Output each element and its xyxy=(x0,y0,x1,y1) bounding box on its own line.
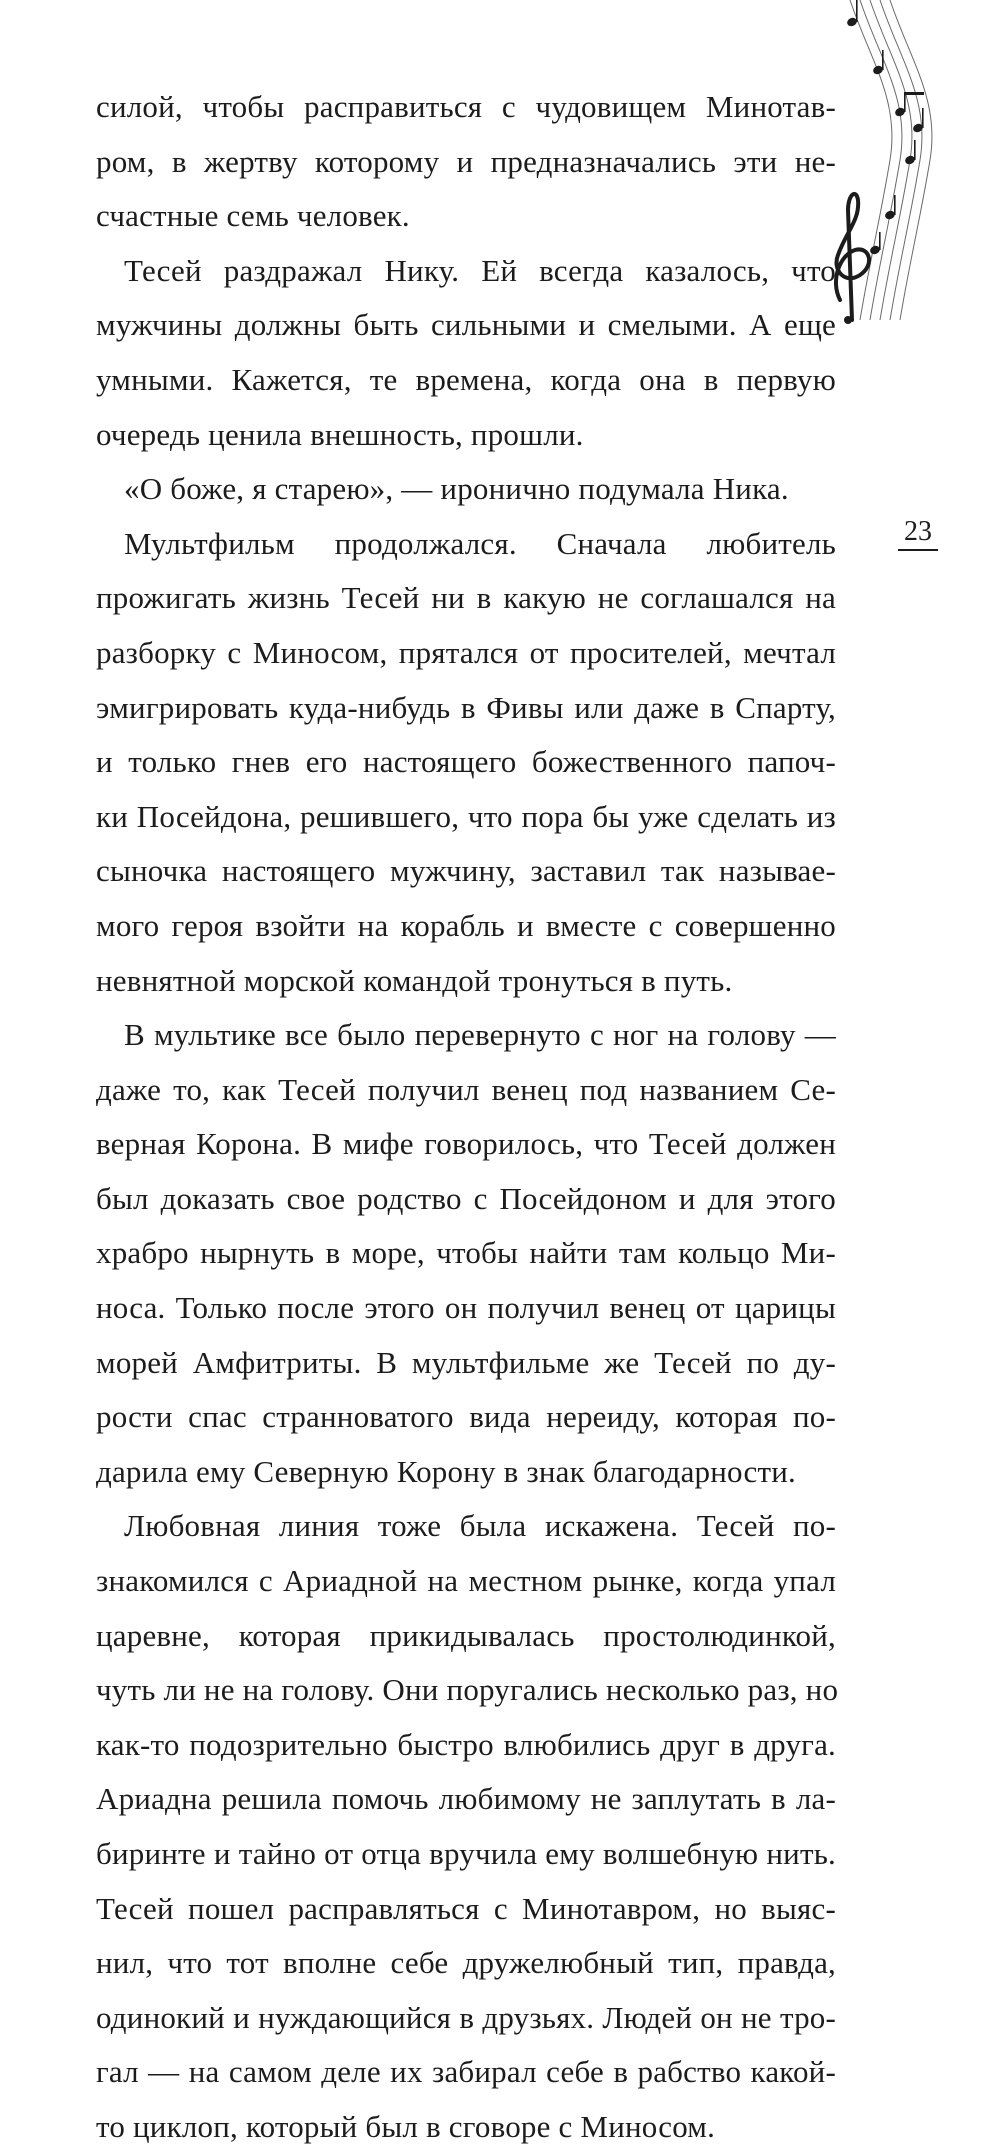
text-line: мужчины должны быть сильными и смелыми. А еще xyxy=(96,307,836,343)
text-line: Тесей пошел расправляться с Минотавром, но выяс- xyxy=(96,1890,836,1926)
text-line: Любовная линия тоже была искажена. Тесей по- xyxy=(124,1508,836,1544)
text-line: был доказать свое родство с Посейдоном и для этого xyxy=(96,1180,836,1216)
text-line: как-то подозрительно быстро влюбились друг в друга. xyxy=(96,1726,836,1762)
text-line: Мультфильм продолжался. Сначала любитель xyxy=(124,525,836,561)
text-line: сыночка настоящего мужчину, заставил так называе- xyxy=(96,853,836,889)
text-line: разборку с Миносом, прятался от просителей, мечтал xyxy=(96,634,836,670)
text-line: даже то, как Тесей получил венец под названием Се- xyxy=(96,1071,836,1107)
text-line: верная Корона. В мифе говорилось, что Тесей должен xyxy=(96,1126,836,1162)
text-line: царевне, которая прикидывалась простолюдинкой, xyxy=(96,1617,836,1653)
music-notes-treble-clef-icon xyxy=(830,0,1000,340)
text-line: биринте и тайно от отца вручила ему волшебную нить. xyxy=(96,1836,836,1871)
text-line: чуть ли не на голову. Они поругались несколько раз, но xyxy=(96,1672,839,1708)
text-line: невнятной морской командой тронуться в путь. xyxy=(96,962,733,998)
text-line: ки Посейдона, решившего, что пора бы уже сделать из xyxy=(96,798,836,834)
text-line: дарила ему Северную Корону в знак благодарности. xyxy=(96,1453,796,1489)
text-line: морей Амфитриты. В мультфильме же Тесей по ду- xyxy=(96,1344,836,1380)
text-line: нил, что тот вполне себе дружелюбный тип, правда, xyxy=(96,1945,836,1981)
text-line: то циклоп, который был в сговоре с Миносом. xyxy=(96,2108,716,2144)
page-number: 23 xyxy=(904,516,932,547)
text-line: счастные семь человек. xyxy=(96,198,410,234)
text-line: Тесей раздражал Нику. Ей всегда казалось, что xyxy=(124,252,836,288)
text-line: мого героя взойти на корабль и вместе с совершенно xyxy=(96,907,836,943)
text-line: ром, в жертву которому и предназначались эти не- xyxy=(96,143,836,179)
text-line: храбро нырнуть в море, чтобы найти там кольцо Ми- xyxy=(96,1235,836,1271)
text-line: очередь ценила внешность, прошли. xyxy=(96,416,584,452)
text-line: рости спас странноватого вида нереиду, которая по- xyxy=(96,1399,836,1435)
text-line: В мультике все было перевернуто с ног на голову — xyxy=(124,1017,836,1053)
text-line: носа. Только после этого он получил венец от царицы xyxy=(96,1290,836,1326)
text-line: эмигрировать куда-нибудь в Фивы или даже в Спарту, xyxy=(96,689,836,725)
body-text xyxy=(96,80,839,2155)
text-line: гал — на самом деле их забирал себе в рабство какой- xyxy=(96,2054,836,2090)
text-line: и только гнев его настоящего божественного папоч- xyxy=(96,744,836,780)
text-line: «О боже, я старею», — иронично подумала Ника. xyxy=(124,471,789,507)
text-line: знакомился с Ариадной на местном рынке, когда упал xyxy=(96,1563,836,1599)
text-line: прожигать жизнь Тесей ни в какую не соглашался на xyxy=(96,580,836,616)
text-line: одинокий и нуждающийся в друзьях. Людей он не тро- xyxy=(96,1999,836,2035)
page-number-divider xyxy=(898,549,938,551)
text-line: Ариадна решила помочь любимому не заплутать в ла- xyxy=(96,1781,836,1817)
text-line: силой, чтобы расправиться с чудовищем Минотав- xyxy=(96,89,836,124)
text-line: умными. Кажется, те времена, когда она в первую xyxy=(96,361,836,397)
